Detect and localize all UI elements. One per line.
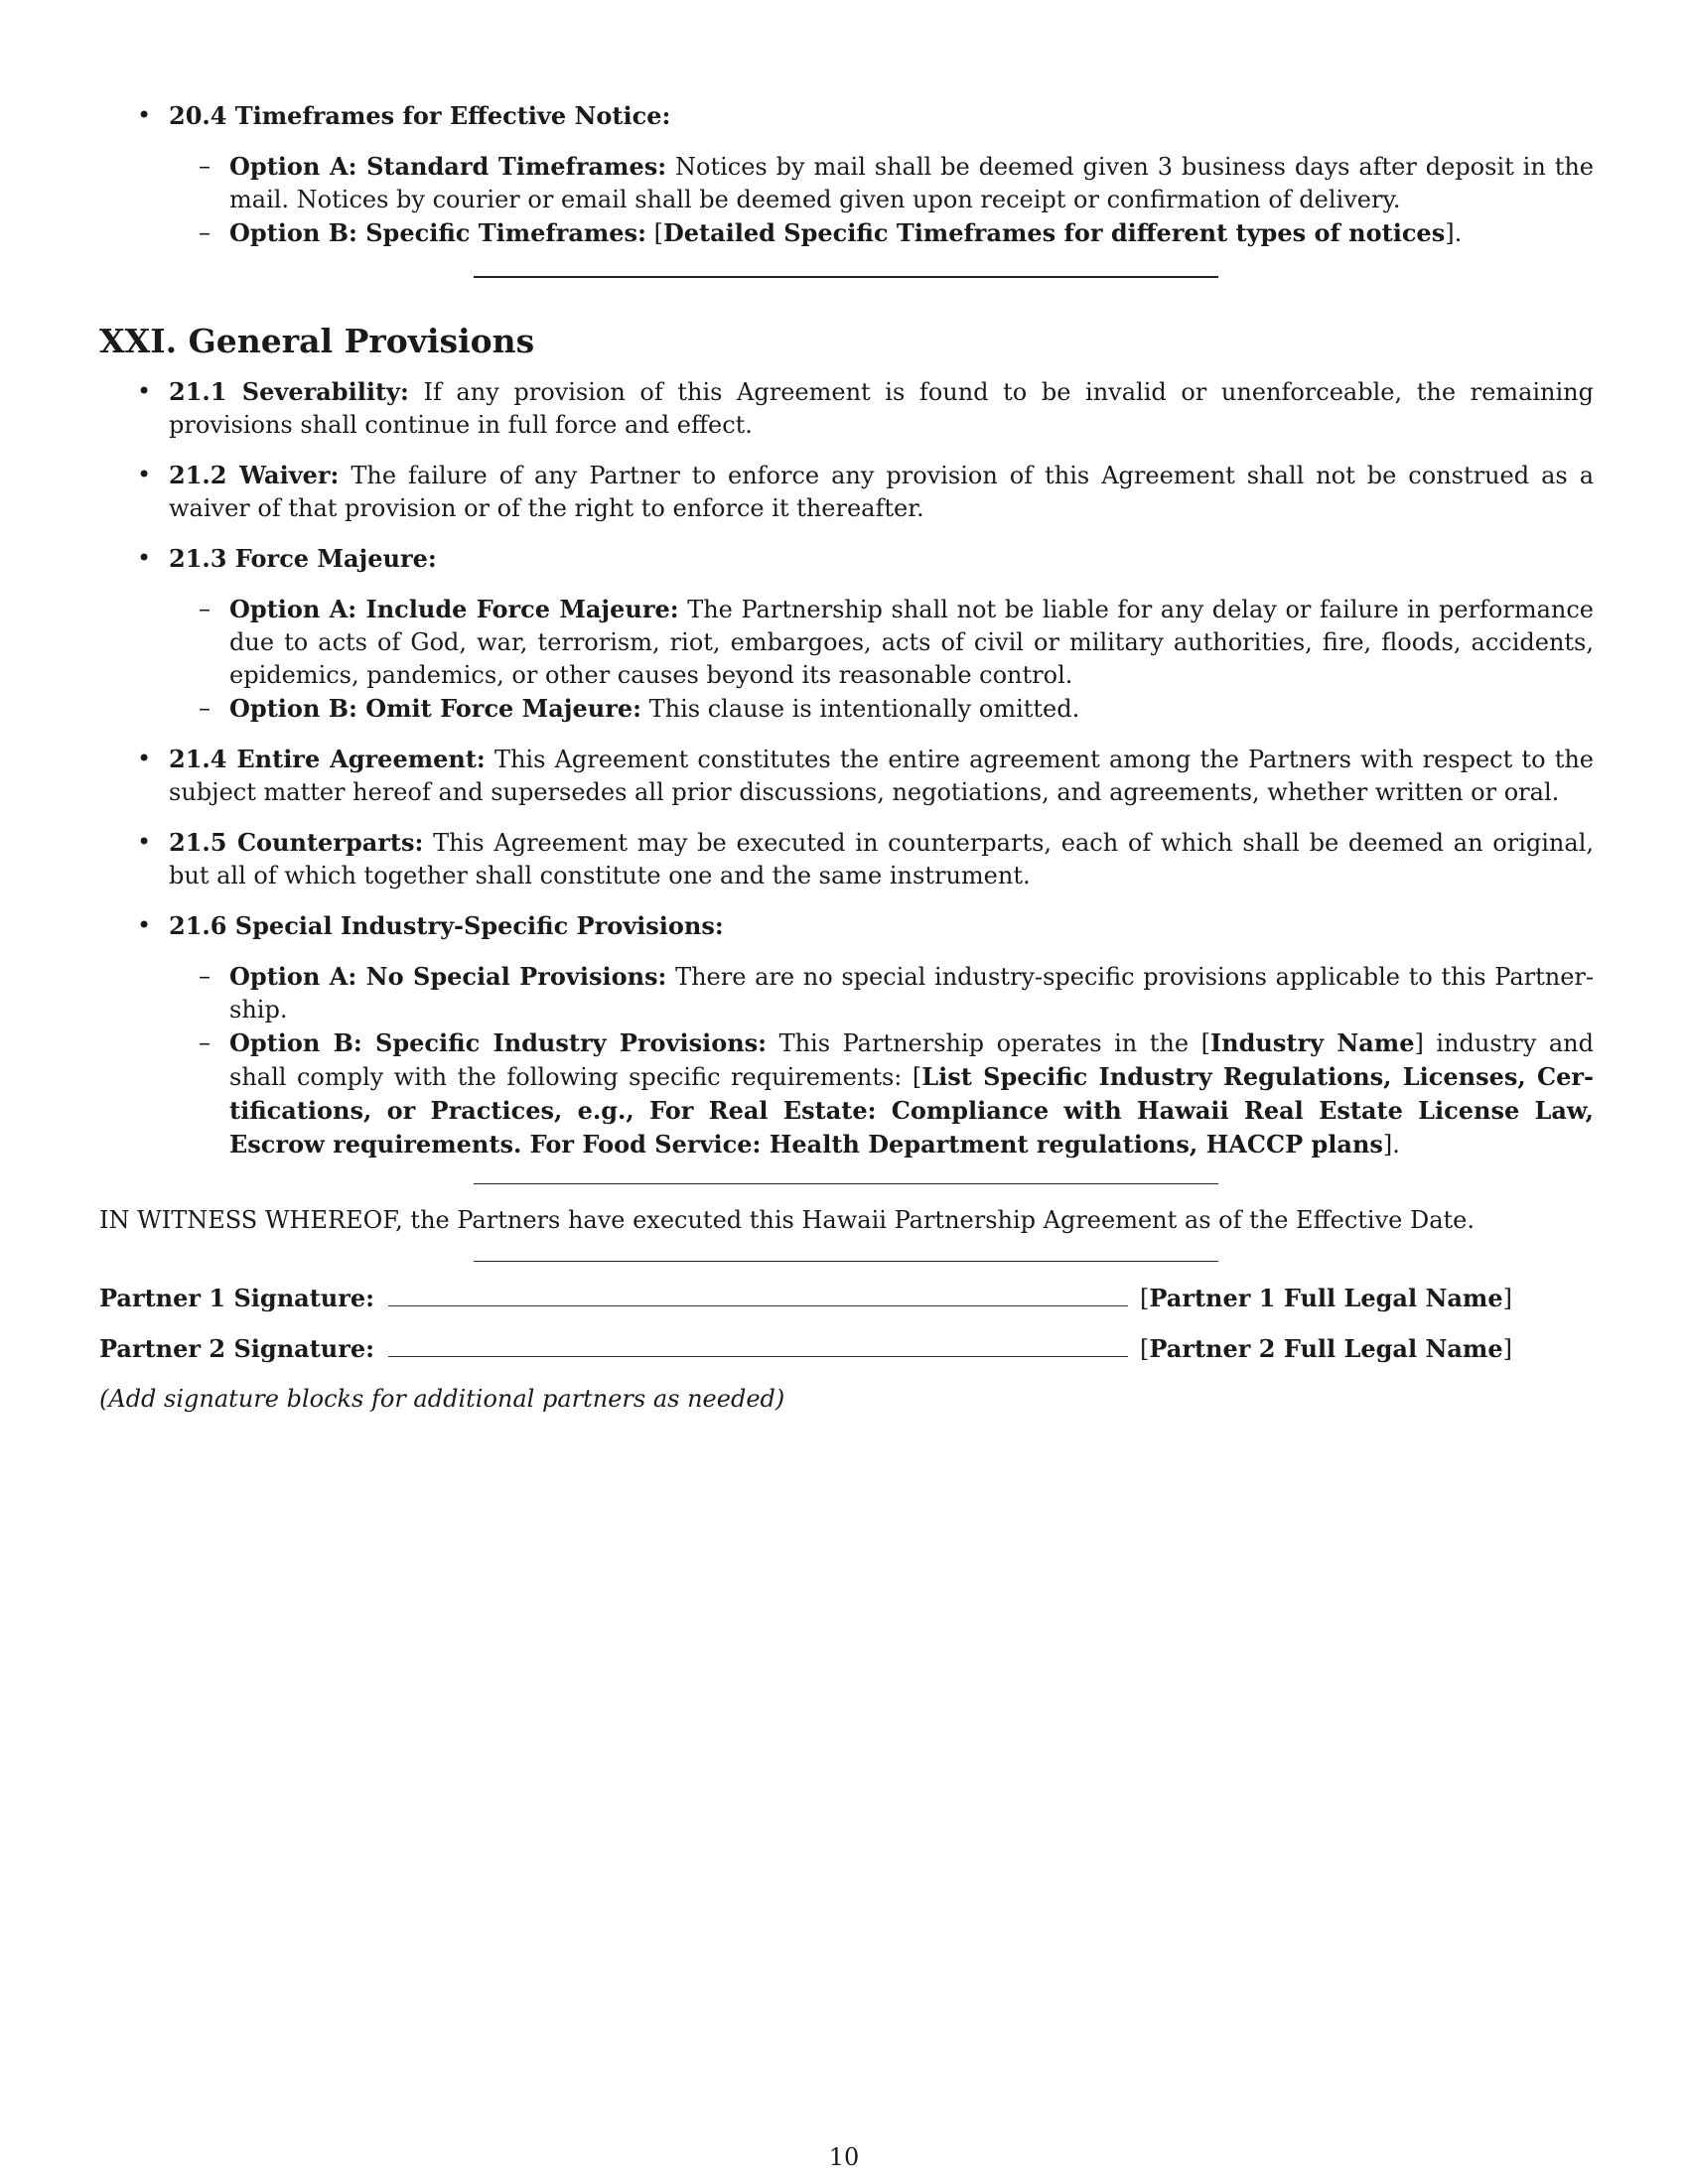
clause-20-4 [99,99,1594,250]
clause-text: If any provision of this Agreement is found to be invalid or unenforceable, the remaining provisions shall continue in full force and effect. [169,378,1595,439]
option-text: ] industry and shall comply with the following specific requirements: [ [229,1029,1594,1091]
bracket-open: [ [1140,1285,1150,1312]
page-number: 10 [828,2143,860,2171]
witness-divider [474,1183,1218,1184]
clause-21-6-options [169,960,1594,1161]
signature-divider [474,1261,1218,1262]
bracket-close: ] [1502,1285,1512,1312]
option-text: The Partnership shall not be liable for any delay or failure in performance due to acts of God, war, terrorism, riot, embargoes, acts of civil or military authorities, fire, floods, accidents, epidemics, pandemics, or other causes beyond its reasonable control. [229,596,1594,689]
section-divider [474,276,1218,278]
bracket-close: ]. [1445,219,1463,247]
witness-statement: IN WITNESS WHEREOF, the Partners have executed this Hawaii Partnership Agreement as of the Effective Date. [99,1206,1476,1234]
bracket-close: ] [1502,1335,1512,1363]
option-text: This clause is intentionally omitted. [640,695,1080,723]
option-label: Option B: Omit Force Majeure: [229,694,641,723]
clause-21-3-option-a [169,593,1594,692]
option-text: Notices by mail shall be deemed given 3 business days after deposit in the mail. Notices by courier or email shall be deemed given upon receipt or confirmation of delivery. [229,153,1595,213]
section-20-list [99,99,1594,250]
clause-text: This Agreement may be executed in counterparts, each of which shall be deemed an original, but all of which together shall constitute one and the same instrument. [169,829,1594,889]
signature-block-partner-2 [99,1332,1594,1366]
bracket-close: ]. [1382,1131,1400,1159]
clause-21-5 [99,826,1594,892]
clause-21-2 [99,459,1594,525]
clause-21-6-title: 21.6 Special Industry-Specific Provisions: [169,911,724,940]
clause-21-1 [99,375,1594,442]
section-21-list [99,375,1594,1161]
clause-text: The failure of any Partner to enforce any provision of this Agreement shall not be construed as a waiver of that provision or of the right to enforce it thereafter. [169,462,1595,522]
option-label: Option A: Include Force Majeure: [229,595,679,623]
clause-21-3 [99,542,1594,726]
clause-20-4-option-a [169,150,1594,216]
document-page [99,99,1594,1416]
bracket-open: [ [1140,1335,1150,1363]
signature-note: (Add signature blocks for additional partners as needed) [99,1385,785,1413]
option-label: Option B: Specific Industry Provisions: [229,1028,768,1057]
clause-text: This Agreement constitutes the entire agreement among the Partners with respect to the subject matter hereof and supersedes all prior discussions, negotiations, and agreements, whether written or oral. [169,746,1595,806]
clause-20-4-option-b [169,216,1594,250]
signature-label: Partner 2 Signature: [99,1334,374,1363]
partner-name-placeholder: Partner 2 Full Legal Name [1149,1334,1503,1363]
placeholder-text: Industry Name [1209,1028,1415,1057]
clause-label: 21.2 Waiver: [169,461,340,489]
option-text: There are no special industry-specific provisions applicable to this Partnership. [229,963,1594,1024]
placeholder-text: List Specific Industry Regulations, Licenses, Certifications, or Practices, e.g., For Real Estate: Compliance with Hawaii Real Estate License Law, Escrow requirements. For Food Service: Health Department regulations, HACCP plans [229,1062,1594,1159]
partner-name-placeholder: Partner 1 Full Legal Name [1149,1284,1503,1312]
signature-line [388,1334,1128,1357]
signature-block-partner-1 [99,1282,1594,1315]
section-heading: XXI. General Provisions [99,322,535,360]
clause-20-4-options [169,150,1594,250]
option-label: Option A: Standard Timeframes: [229,152,667,181]
clause-21-6 [99,909,1594,1161]
clause-21-6-option-a [169,960,1594,1026]
clause-20-4-title: 20.4 Timeframes for Effective Notice: [169,101,671,130]
option-label: Option A: No Special Provisions: [229,962,667,991]
clause-label: 21.4 Entire Agreement: [169,745,486,773]
clause-21-3-options [169,593,1594,726]
signature-line [388,1284,1128,1306]
clause-21-3-option-b [169,692,1594,726]
option-text: This Partnership operates in the [ [767,1029,1210,1057]
clause-label: 21.5 Counterparts: [169,828,424,857]
clause-21-3-title: 21.3 Force Majeure: [169,544,437,573]
bracket-open: [ [645,219,663,247]
clause-21-4 [99,743,1594,809]
option-label: Option B: Specific Timeframes: [229,218,646,247]
placeholder-text: Detailed Specific Timeframes for different types of notices [662,218,1446,247]
signature-label: Partner 1 Signature: [99,1284,374,1312]
clause-label: 21.1 Severability: [169,377,409,406]
clause-21-6-option-b [169,1026,1594,1161]
